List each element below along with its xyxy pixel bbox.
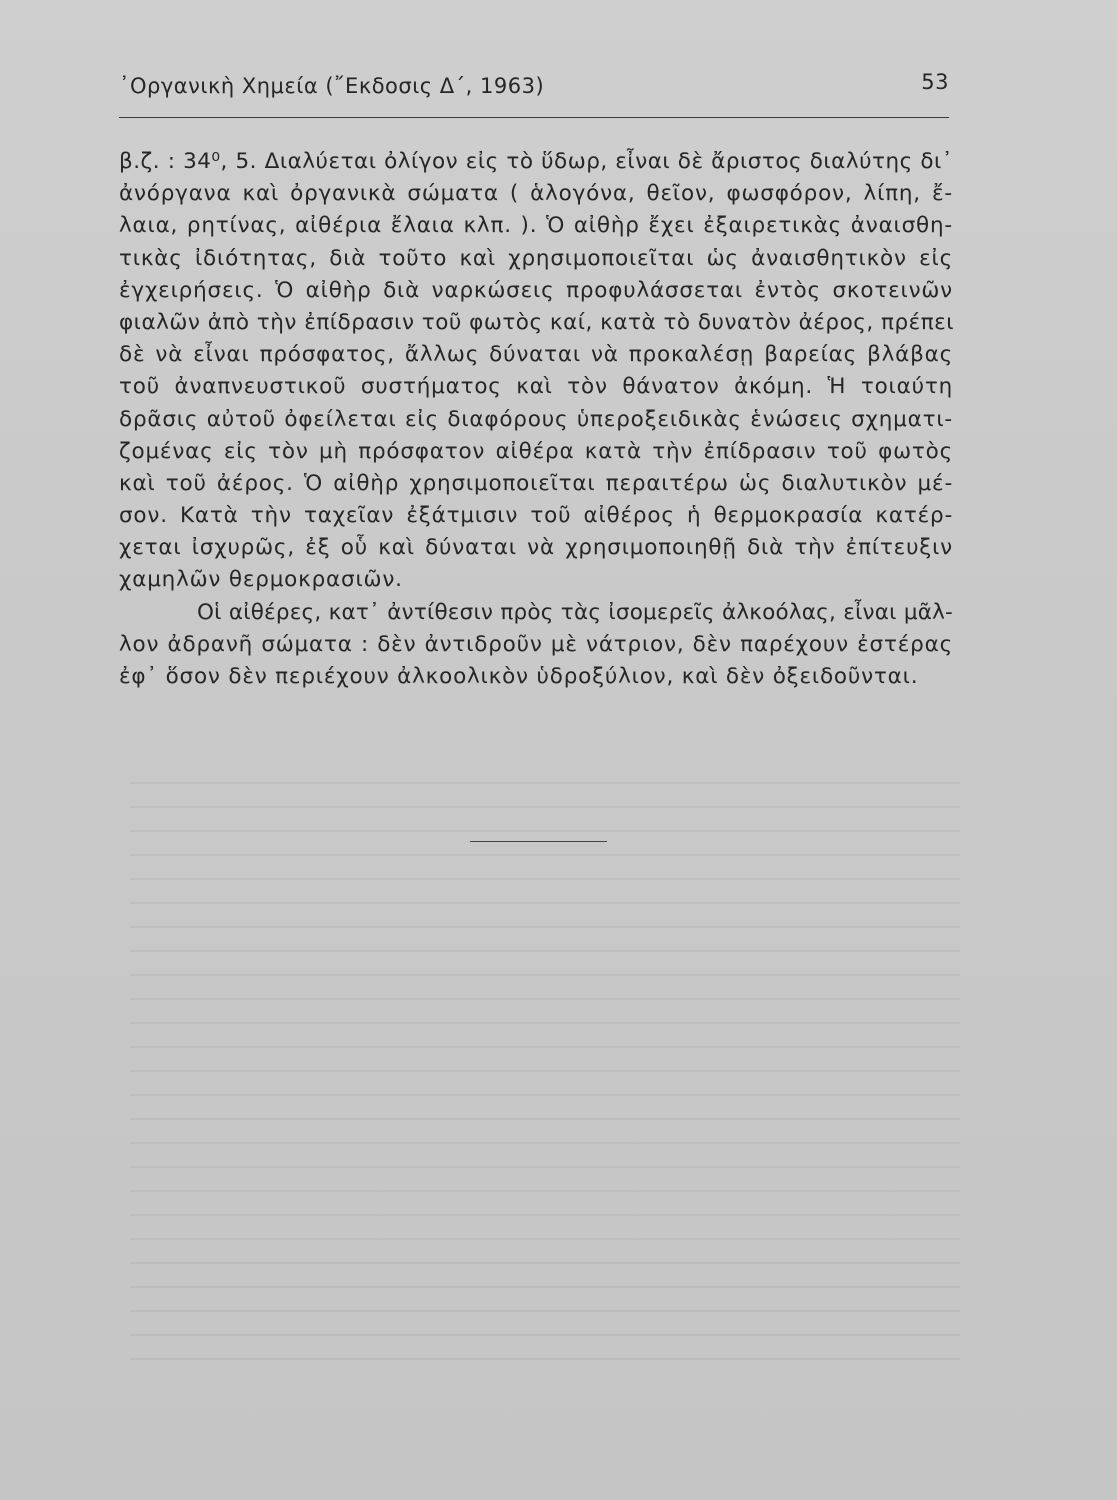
running-title: ᾿Οργανικὴ Χημεία (῎Εκδοσις Δ΄, 1963) [119,74,545,98]
text-line: χεται ἰσχυρῶς, ἐξ οὗ καὶ δύναται νὰ χρησιμοποιηθῇ διὰ τὴν ἐπίτευξιν [119,535,953,561]
paragraph-2 [119,597,953,694]
text-line: Οἱ αἰθέρες, κατ᾿ ἀντίθεσιν πρὸς τὰς ἰσομερεῖς ἀλκοόλας, εἶναι μᾶλ- [197,599,953,625]
text-line: ἐφ᾿ ὅσον δὲν περιέχουν ἀλκοολικὸν ὑδροξύλιον, καὶ δὲν ὀξειδοῦνται. [119,664,919,689]
show-through-texture [130,760,960,1380]
text-line: β.ζ. : 34⁰, 5. Διαλύεται ὀλίγον εἰς τὸ ὕδωρ, εἶναι δὲ ἄριστος διαλύτης δι᾿ [119,149,953,174]
text-line: ζομένας εἰς τὸν μὴ πρόσφατον αἰθέρα κατὰ τὴν ἐπίδρασιν τοῦ φωτὸς [119,438,953,464]
paragraph-1 [119,146,953,597]
page-number: 53 [921,70,949,94]
text-line: δρᾶσις αὐτοῦ ὀφείλεται εἰς διαφόρους ὑπεροξειδικὰς ἑνώσεις σχηματι- [119,406,953,432]
text-line: λον ἀδρανῆ σώματα : δὲν ἀντιδροῦν μὲ νάτριον, δὲν παρέχουν ἐστέρας [119,631,953,657]
text-line: ἐγχειρήσεις. Ὁ αἰθὴρ διὰ ναρκώσεις προφυλάσσεται ἐντὸς σκοτεινῶν [119,277,953,303]
section-end-rule [470,841,607,842]
text-line: σον. Κατὰ τὴν ταχεῖαν ἐξάτμισιν τοῦ αἰθέρος ἡ θερμοκρασία κατέρ- [119,503,953,529]
header-rule [119,117,949,118]
text-line: ἀνόργανα καὶ ὀργανικὰ σώματα ( ἁλογόνα, θεῖον, φωσφόρον, λίπη, ἔ- [119,181,953,207]
text-line: καὶ τοῦ ἀέρος. Ὁ αἰθὴρ χρησιμοποιεῖται περαιτέρω ὡς διαλυτικὸν μέ- [119,470,953,496]
text-line: δὲ νὰ εἶναι πρόσφατος, ἄλλως δύναται νὰ προκαλέσῃ βαρείας βλάβας [119,342,953,368]
text-line: φιαλῶν ἀπὸ τὴν ἐπίδρασιν τοῦ φωτὸς καί, κατὰ τὸ δυνατὸν ἀέρος, πρέπει [119,309,955,335]
running-head [119,70,949,110]
body-text [119,146,953,693]
text-line: τοῦ ἀναπνευστικοῦ συστήματος καὶ τὸν θάνατον ἀκόμη. Ἡ τοιαύτη [119,374,953,400]
text-line: τικὰς ἰδιότητας, διὰ τοῦτο καὶ χρησιμοποιεῖται ὡς ἀναισθητικὸν εἰς [119,245,953,271]
text-line: λαια, ρητίνας, αἰθέρια ἔλαια κλπ. ). Ὁ αἰθὴρ ἔχει ἐξαιρετικὰς ἀναισθη- [119,213,953,239]
text-line: χαμηλῶν θερμοκρασιῶν. [119,567,403,593]
